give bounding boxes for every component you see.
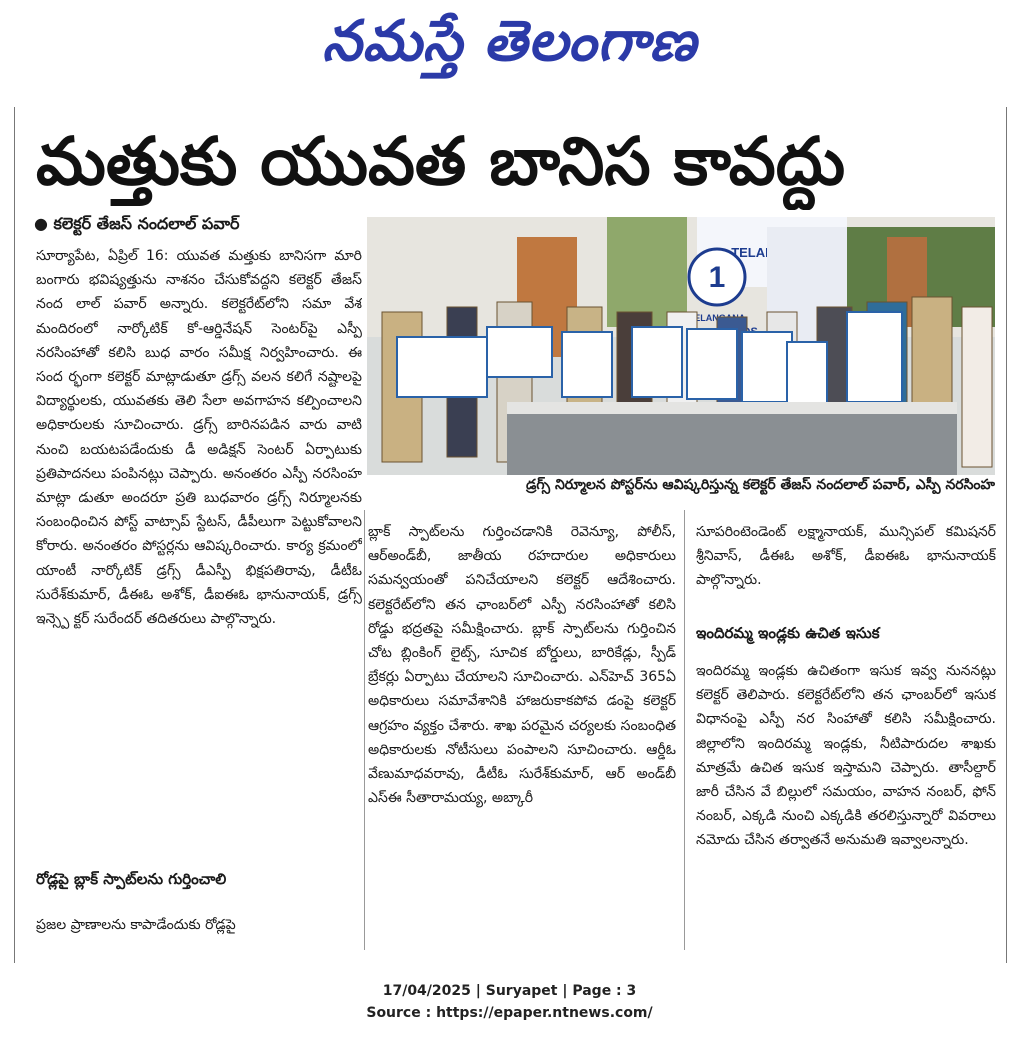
article-paragraph-4: సూపరింటెండెంట్ లక్ష్మానాయక్, మున్సిపల్ కమిషనర్ శ్రీనివాస్, డీఈఓ అశోక్, డీఐఈఓ భానునాయక్ పాల్గొన్నారు. [696,524,996,589]
headline: మత్తుకు యువత బానిస కావద్దు [36,123,846,200]
article-paragraph-3: బ్లాక్ స్పాట్‌లను గుర్తించడానికి రెవెన్యూ, పోలీస్, ఆర్అండ్‌బీ, జాతీయ రహదారుల అధికారులు సమన్వయంతో పనిచేయాలని కలెక్టర్ ఆదేశించారు. కలెక్టరేట్‌లోని తన ఛాంబర్‌లో ఎస్పీ నరసింహాతో కలిసి రోడ్డు భద్రతపై సమీక్షించారు. బ్లాక్ స్పాట్‌లను గుర్తించిన చోట బ్లింకింగ్ లైట్స్, సూచిక బోర్డులు, బారికేడ్లు, స్పీడ్ బ్రేకర్లు ఏర్పాటు చేయాలని సూచించారు. ఎన్‌హెచ్ 365ఏ అధికారులు సమావేశానికి హాజరుకాకపోవ డంపై కలెక్టర్ ఆగ్రహం వ్యక్తం చేశారు. శాఖ పరమైన చర్యలకు సంబంధిత అధికారులకు నోటీసులు పంపాలని సూచించారు. ఆర్డీఓ వేణుమాధవరావు, డీటీఓ సురేశ్‌కుమార్, ఆర్ అండ్‌బీ ఎస్ఈ సీతారామయ్య, అబ్కారీ [368,524,676,807]
byline: ● కలెక్టర్ తేజస్ నందలాల్ పవార్ [34,214,240,233]
article-column-3 [696,520,996,620]
article-paragraph-1: సూర్యాపేట, ఏప్రిల్ 16: యువత మత్తుకు బానిసగా మారి బంగారు భవిష్యత్తును నాశనం చేసుకోవద్దని కలెక్టర్ తేజస్ నంద లాల్ పవార్ అన్నారు. కలెక్టరేట్‌లోని సమా వేశ మందిరంలో నార్కోటిక్ కో-ఆర్డినేషన్ సెంటర్‌పై ఎస్పీ నరసింహాతో కలిసి బుధ వారం సమీక్ష నిర్వహించారు. ఈ సంద ర్భంగా కలెక్టర్ మాట్లాడుతూ డ్రగ్స్ వలన కలిగే నష్టాలపై విద్యార్థులకు, యువతకు తెలి సేలా అవగాహన కల్పించాలని అధికారులకు సూచించారు. డ్రగ్స్ బారినపడిన వారు వాటి నుంచి బయటపడేందుకు డీ అడిక్షన్ సెంటర్ ఏర్పాటుకు ప్రతిపాదనలు పంపినట్లు చెప్పారు. అనంతరం ఎస్పీ నరసింహ మాట్లా డుతూ అందరూ ప్రతి బుధవారం డ్రగ్స్ నిర్మూలనకు సంబంధించిన పోస్ట్ వాట్సాప్ స్టేటస్, డీపీలుగా పెట్టుకోవాలని కోరారు. అనంతరం పోస్టర్లను ఆవిష్కరించారు. కార్య క్రమంలో యాంటీ నార్కోటిక్ డ్రగ్స్ డీఎస్పీ భిక్షపతిరావు, డీటీఓ సురేశ్‌కుమార్, డీఈఓ అశోక్, డీఐఈఓ భానునాయక్, డ్రగ్స్ ఇన్స్పె క్టర్ సురేందర్ తదితరులు పాల్గొన్నారు. [36,248,362,628]
footer-source-link[interactable]: Source : https://epaper.ntnews.com/ [366,1005,653,1021]
masthead-title: నమస్తే తెలంగాణ [322,8,697,74]
photo-caption: డ్రగ్స్ నిర్మూలన పోస్టర్‌ను ఆవిష్కరిస్తున్న కలెక్టర్ తేజస్ నందలాల్ పవార్, ఎస్పీ నరసింహ [526,477,995,493]
article-column-2 [368,520,676,948]
news-photo [367,217,995,475]
article-column-1 [36,244,362,856]
photo-illustration [367,217,995,475]
page-footer [0,980,1019,1024]
subheading-free-sand: ఇందిరమ్మ ఇండ్లకు ఉచిత ఇసుక [696,624,880,642]
article-column-3-continued [696,659,996,939]
column-divider [684,510,685,950]
article-paragraph-2: ప్రజల ప్రాణాలను కాపాడేందుకు రోడ్లపై [36,917,236,933]
column-divider [364,510,365,950]
article-paragraph-5: ఇందిరమ్మ ఇండ్లకు ఉచితంగా ఇసుక ఇవ్వ నుననట్లు కలెక్టర్ తెలిపారు. కలెక్టరేట్‌లోని తన ఛాంబర్‌లో ఇసుక విధానంపై ఎస్పీ నర సింహాతో కలిసి సమీక్షించారు. జిల్లాలోని ఇందిరమ్మ ఇండ్లకు, నీటిపారుదల శాఖకు మాత్రమే ఉచిత ఇసుక ఇస్తామని చెప్పారు. తాసీల్దార్ జారీ చేసిన వే బిల్లులో సమయం, వాహన నంబర్, ఫోన్ నంబర్, ఎక్కడి నుంచి ఎక్కడికి తరలిస్తున్నారో వివరాలు నమోదు చేసిన తర్వాతనే అనుమతి ఇవ్వాలన్నారు. [696,663,996,849]
footer-date-line: 17/04/2025 | Suryapet | Page : 3 [382,983,637,999]
subheading-black-spots: రోడ్లపై బ్లాక్ స్పాట్‌లను గుర్తించాలి [36,870,227,888]
article-column-1-continued [36,913,362,943]
masthead [0,0,1019,86]
badge-number: 1 [708,261,726,294]
